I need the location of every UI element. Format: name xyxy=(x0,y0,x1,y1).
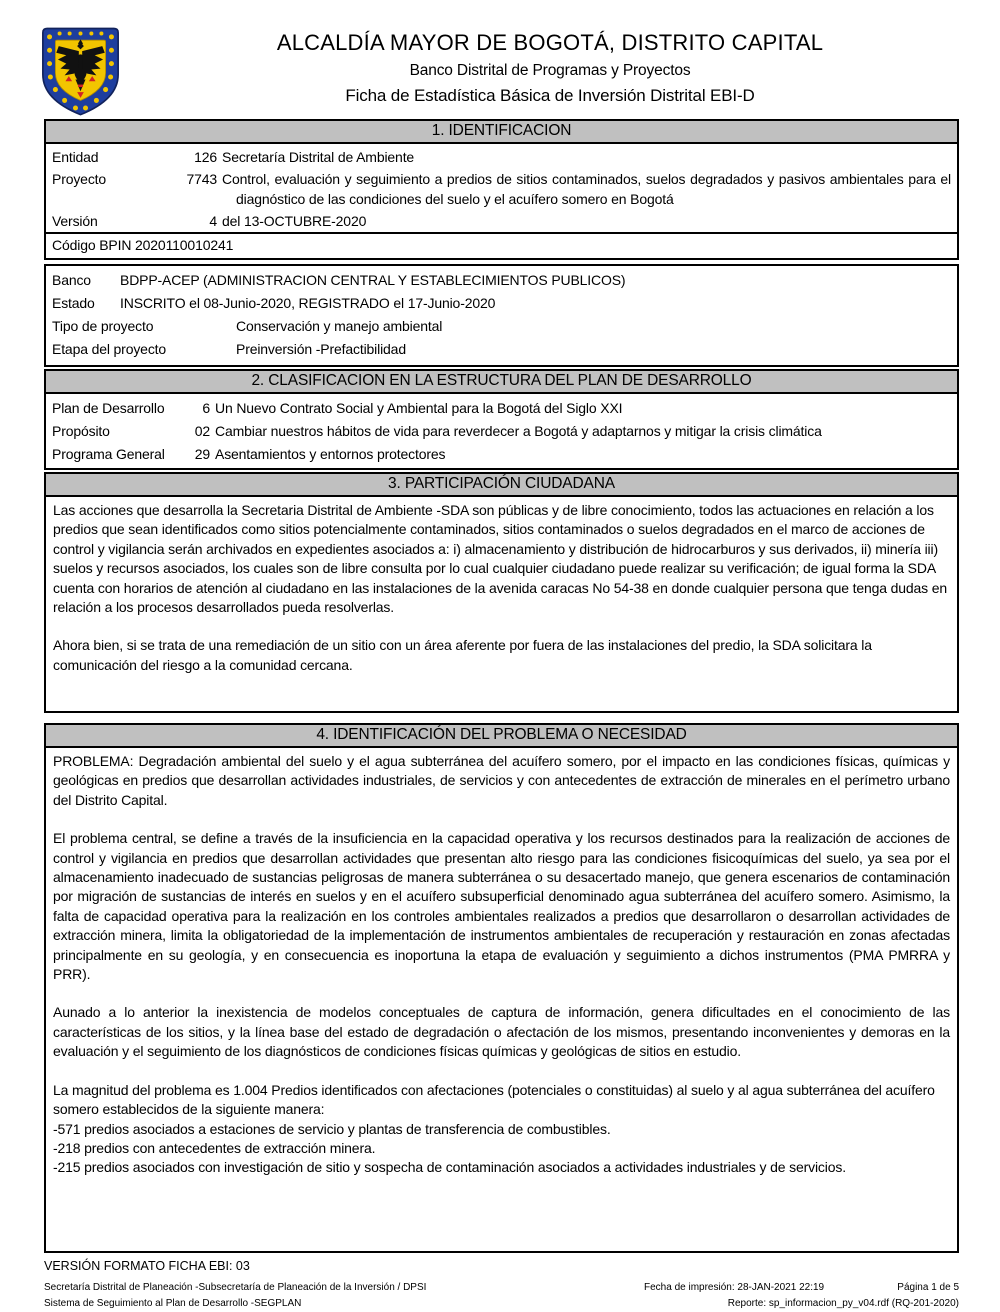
print-date: Fecha de impresión: 28-JAN-2021 22:19 xyxy=(644,1282,825,1293)
field-code: 7743 xyxy=(186,171,217,187)
section-3-title: 3. PARTICIPACIÓN CIUDADANA xyxy=(388,475,615,492)
field-label: Entidad xyxy=(52,149,99,165)
field-code: 126 xyxy=(194,149,217,165)
section-1-header xyxy=(44,119,959,144)
field-value: Cambiar nuestros hábitos de vida para reverdecer a Bogotá y adaptarnos y mitigar la crisis climática xyxy=(215,422,822,439)
bogota-coat-of-arms-icon xyxy=(38,26,123,118)
section-4-title: 4. IDENTIFICACIÓN DEL PROBLEMA O NECESIDAD xyxy=(316,726,687,743)
section-2-box xyxy=(44,394,959,470)
field-label: Etapa del proyecto xyxy=(52,341,167,357)
section-3-header xyxy=(44,472,959,497)
footer-system-line: Sistema de Seguimiento al Plan de Desarrollo -SEGPLAN xyxy=(44,1298,302,1309)
title-block xyxy=(140,30,960,106)
page-subtitle-1: Banco Distrital de Programas y Proyectos xyxy=(409,62,691,80)
problema-bullet-2: -218 predios con antecedentes de extracción minera. xyxy=(53,1139,376,1156)
field-row-codigo-bpin xyxy=(46,232,957,258)
field-label: Tipo de proyecto xyxy=(52,318,154,334)
section-1-box xyxy=(44,144,959,260)
section-4-box xyxy=(44,748,959,1253)
page-subtitle-2: Ficha de Estadística Básica de Inversión Distrital EBI-D xyxy=(345,86,755,106)
footer-right-block xyxy=(644,1280,959,1312)
field-row-proyecto xyxy=(46,168,957,210)
field-row-entidad xyxy=(46,146,957,168)
section-4-header xyxy=(44,723,959,748)
field-row-tipo-proyecto xyxy=(46,315,957,338)
field-code: 4 xyxy=(209,213,217,229)
page-title: ALCALDÍA MAYOR DE BOGOTÁ, DISTRITO CAPITAL xyxy=(276,30,824,55)
section-2-title: 2. CLASIFICACION EN LA ESTRUCTURA DEL PLAN DE DESARROLLO xyxy=(251,372,752,389)
field-value: Preinversión -Prefactibilidad xyxy=(236,341,406,357)
field-code: 6 xyxy=(202,399,210,416)
field-value: INSCRITO el 08-Junio-2020, REGISTRADO el 17-Junio-2020 xyxy=(120,295,496,311)
field-row-banco xyxy=(46,269,957,292)
bpin-code: Código BPIN 2020110010241 xyxy=(52,237,234,253)
field-row-estado xyxy=(46,292,957,315)
report-name: Reporte: sp_informacion_py_v04.rdf (RQ-201-2020) xyxy=(727,1298,959,1309)
section-1-title: 1. IDENTIFICACION xyxy=(431,122,572,139)
field-row-version xyxy=(46,210,957,232)
field-value: Un Nuevo Contrato Social y Ambiental para la Bogotá del Siglo XXI xyxy=(215,399,623,416)
field-value: Control, evaluación y seguimiento a predios de sitios contaminados, suelos degradados y pasivos ambientales para el diagnóstico de las condiciones del suelo y el acuífero somero en Bogotá xyxy=(222,171,951,207)
field-value: Conservación y manejo ambiental xyxy=(236,318,443,334)
format-version-line: VERSIÓN FORMATO FICHA EBI: 03 xyxy=(44,1259,250,1273)
field-value: BDPP-ACEP (ADMINISTRACION CENTRAL Y ESTABLECIMIENTOS PUBLICOS) xyxy=(120,272,626,288)
section-3-box xyxy=(44,497,959,713)
field-code: 29 xyxy=(194,445,210,462)
field-label: Propósito xyxy=(52,422,110,439)
field-row-programa-general xyxy=(46,442,957,465)
footer-left-block xyxy=(44,1280,426,1312)
participacion-paragraph-2: Ahora bien, si se trata de una remediación de un sitio con un área aferente por fuera de las instalaciones del predio, la SDA solicitara la comunicación del riesgo a la comunidad cercana. xyxy=(53,637,872,673)
field-label: Programa General xyxy=(52,445,165,462)
field-row-plan-desarrollo xyxy=(46,396,957,419)
field-label: Plan de Desarrollo xyxy=(52,399,165,416)
problema-paragraph-3: Aunado a lo anterior la inexistencia de modelos conceptuales de captura de información, genera dificultades en el conocimiento de las características de los sitios, y la línea base del estado de degradación o afectación de los mismos, presentando inconvenientes y demoras en la evaluación y el seguimiento de los diagnósticos de condiciones físicas químicas y geológicas de sitios en estudio. xyxy=(53,1004,950,1060)
page-footer xyxy=(44,1259,959,1312)
field-label: Versión xyxy=(52,213,98,229)
footer-entity-line: Secretaría Distrital de Planeación -Subsecretaría de Planeación de la Inversión / DPSI xyxy=(44,1282,427,1293)
field-value: del 13-OCTUBRE-2020 xyxy=(222,213,367,229)
problema-bullet-1: -571 predios asociados a estaciones de servicio y plantas de transferencia de combustibles. xyxy=(53,1120,611,1137)
field-row-etapa-proyecto xyxy=(46,338,957,361)
page-number: Página 1 de 5 xyxy=(897,1282,959,1293)
field-value: Secretaría Distrital de Ambiente xyxy=(222,149,415,165)
field-label: Estado xyxy=(52,295,95,311)
document-header xyxy=(0,0,1000,119)
section-2-header xyxy=(44,369,959,394)
field-value: Asentamientos y entornos protectores xyxy=(215,445,446,462)
problema-paragraph-4: La magnitud del problema es 1.004 Predios identificados con afectaciones (potenciales o constituidas) al suelo y al agua subterránea del acuífero somero establecidos de la siguiente manera: xyxy=(53,1081,935,1118)
field-label: Banco xyxy=(52,272,91,288)
problema-paragraph-1: PROBLEMA: Degradación ambiental del suelo y el agua subterránea del acuífero somero, por el impacto en las condiciones físicas, químicas y geológicas en predios que desarrollan actividades industriales, de servicios y con antecedentes de extracción de minerales en el perímetro urbano del Distrito Capital. xyxy=(53,753,950,808)
field-row-proposito xyxy=(46,419,957,442)
problema-bullet-3: -215 predios asociados con investigación de sitio y sospecha de contaminación asociados a actividades industriales y de servicios. xyxy=(53,1159,846,1176)
participacion-paragraph-1: Las acciones que desarrolla la Secretaria Distrital de Ambiente -SDA son públicas y de libre conocimiento, todos las actuaciones en relación a los predios que sean identificados como sitios potencialmente contaminados, sitios contaminados o suelos degradados en el marco de acciones de control y vigilancia serán archivados en expedientes asociados a: i) almacenamiento y distribución de hidrocarburos y sus derivados, ii) minería iii) suelos y recursos asociados, los cuales son de libre consulta por lo cual cualquier ciudadano puede realizar su verificación; de igual forma la SDA cuenta con horarios de atención al ciudadano en las instalaciones de la avenida caracas No 54-38 en donde cualquier persona que tenga dudas en relación a los procesos desarrollados pueda resolverlas. xyxy=(53,502,948,616)
field-code: 02 xyxy=(194,422,210,439)
problema-paragraph-2: El problema central, se define a través de la insuficiencia en la capacidad operativa y los recursos destinados para la realización de acciones de control y vigilancia en predios que desarrollan actividades que presentan alto riesgo para las condiciones fisicoquímicas del suelo, ya sea por el almacenamiento inadecuado de sustancias peligrosas de manera subterránea o su desacertado manejo, que genera escenarios de contaminación por migración de sustancias de interés en suelos y en el acuífero subsuperficial denominado agua subterránea del acuífero somero. Asimismo, la falta de capacidad operativa para la realización en los controles ambientales realizados a predios que desarrollaron o desarrollan actividades de extracción minera, limita la obligatoriedad de la implementación de instrumentos ambientales de recuperación y restauración en zonas afectadas principalmente en su geología, y en consecuencia es inoportuna la etapa de evaluación y seguimiento a dichos instrumentos (PMA PMRRA y PRR). xyxy=(53,830,950,983)
field-label: Proyecto xyxy=(52,171,107,187)
banco-box xyxy=(44,264,959,367)
document-body xyxy=(44,119,959,1253)
